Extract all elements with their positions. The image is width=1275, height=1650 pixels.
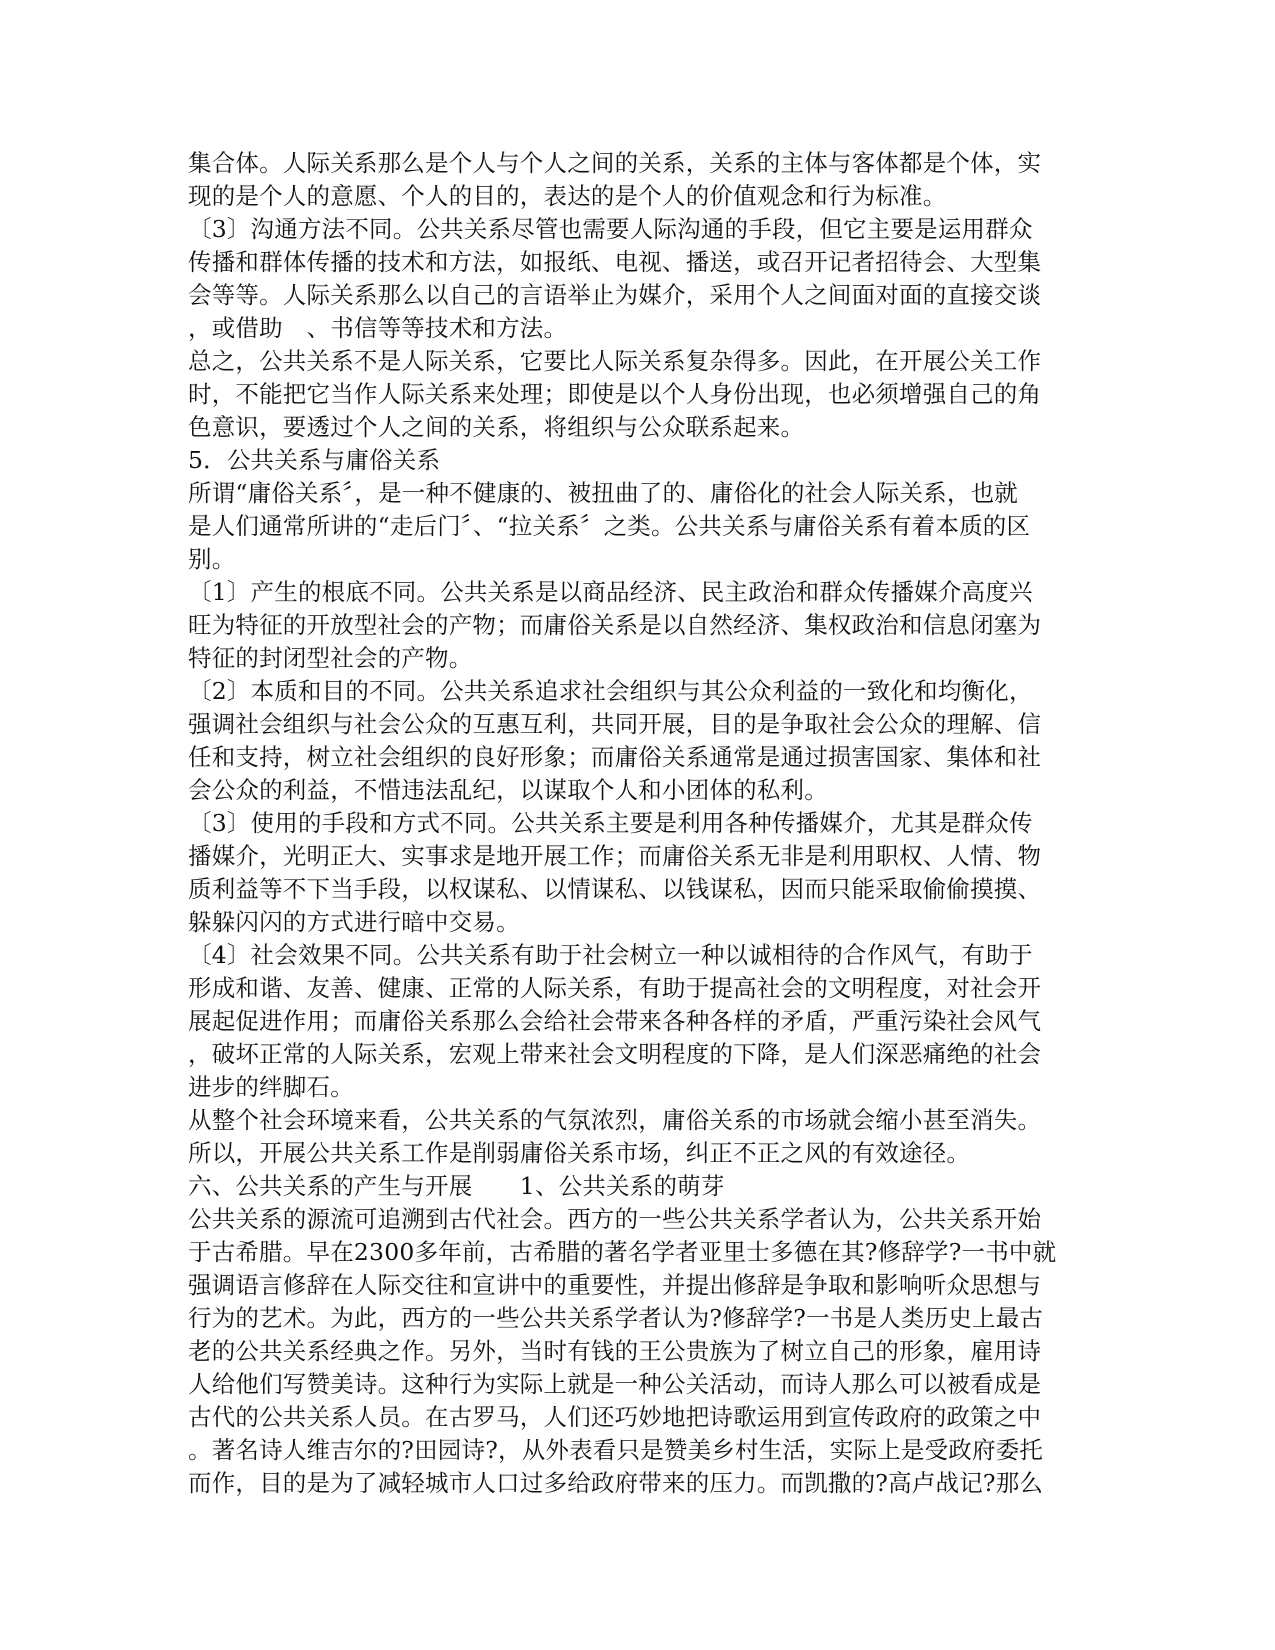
text-line: 公共关系的源流可追溯到古代社会。西方的一些公共关系学者认为，公共关系开始 — [188, 1205, 1042, 1233]
text-line: 会公众的利益，不惜违法乱纪，以谋取个人和小团体的私利。 — [188, 776, 828, 804]
text-line: 〔3〕沟通方法不同。公共关系尽管也需要人际沟通的手段，但它主要是运用群众 — [188, 215, 1033, 243]
text-line: 播媒介，光明正大、实事求是地开展工作；而庸俗关系无非是利用职权、人情、物 — [188, 842, 1042, 870]
text-line: 形成和谐、友善、健康、正常的人际关系，有助于提高社会的文明程度，对社会开 — [188, 974, 1042, 1002]
text-line: 现的是个人的意愿、个人的目的，表达的是个人的价值观念和行为标准。 — [188, 182, 947, 210]
text-line: 传播和群体传播的技术和方法，如报纸、电视、播送，或召开记者招待会、大型集 — [188, 248, 1042, 276]
text-line: 总之，公共关系不是人际关系，它要比人际关系复杂得多。因此，在开展公关工作 — [188, 347, 1042, 375]
text-line: 而作，目的是为了减轻城市人口过多给政府带来的压力。而凯撒的?高卢战记?那么 — [188, 1469, 1044, 1497]
text-line: ，破坏正常的人际关系，宏观上带来社会文明程度的下降，是人们深恶痛绝的社会 — [188, 1040, 1042, 1068]
text-line: 任和支持，树立社会组织的良好形象；而庸俗关系通常是通过损害国家、集体和社 — [188, 743, 1042, 771]
text-line: 所以，开展公共关系工作是削弱庸俗关系市场，纠正不正之风的有效途径。 — [188, 1139, 971, 1167]
text-line: 。著名诗人维吉尔的?田园诗?，从外表看只是赞美乡村生活，实际上是受政府委托 — [188, 1436, 1044, 1464]
text-line: 躲躲闪闪的方式进行暗中交易。 — [188, 908, 520, 936]
text-line: ，或借助 、书信等等技术和方法。 — [188, 314, 568, 342]
text-line: 别。 — [188, 545, 236, 573]
text-line: 〔4〕社会效果不同。公共关系有助于社会树立一种以诚相待的合作风气，有助于 — [188, 941, 1033, 969]
document-body — [188, 147, 1088, 1500]
text-line: 〔2〕本质和目的不同。公共关系追求社会组织与其公众利益的一致化和均衡化， — [188, 677, 1033, 705]
text-line: 从整个社会环境来看，公共关系的气氛浓烈，庸俗关系的市场就会缩小甚至消失。 — [188, 1106, 1042, 1134]
text-line: 强调社会组织与社会公众的互惠互利，共同开展，目的是争取社会公众的理解、信 — [188, 710, 1042, 738]
text-line: 〔3〕使用的手段和方式不同。公共关系主要是利用各种传播媒介，尤其是群众传 — [188, 809, 1033, 837]
text-line: 六、公共关系的产生与开展 1、公共关系的萌芽 — [188, 1172, 725, 1200]
text-line: 人给他们写赞美诗。这种行为实际上就是一种公关活动，而诗人那么可以被看成是 — [188, 1370, 1042, 1398]
text-line: 于古希腊。早在2300多年前，古希腊的著名学者亚里士多德在其?修辞学?一书中就 — [188, 1238, 1057, 1266]
text-line: 会等等。人际关系那么以自己的言语举止为媒介，采用个人之间面对面的直接交谈 — [188, 281, 1042, 309]
text-line: 5．公共关系与庸俗关系 — [188, 446, 441, 474]
text-line: 古代的公共关系人员。在古罗马，人们还巧妙地把诗歌运用到宣传政府的政策之中 — [188, 1403, 1042, 1431]
text-line: 强调语言修辞在人际交往和宣讲中的重要性，并提出修辞是争取和影响听众思想与 — [188, 1271, 1042, 1299]
text-line: 时，不能把它当作人际关系来处理；即使是以个人身份出现，也必须增强自己的角 — [188, 380, 1042, 408]
text-line: 老的公共关系经典之作。另外，当时有钱的王公贵族为了树立自己的形象，雇用诗 — [188, 1337, 1042, 1365]
text-line: 质利益等不下当手段，以权谋私、以情谋私、以钱谋私，因而只能采取偷偷摸摸、 — [188, 875, 1042, 903]
text-line: 色意识，要透过个人之间的关系，将组织与公众联系起来。 — [188, 413, 805, 441]
text-line: 〔1〕产生的根底不同。公共关系是以商品经济、民主政治和群众传播媒介高度兴 — [188, 578, 1033, 606]
text-line: 展起促进作用；而庸俗关系那么会给社会带来各种各样的矛盾，严重污染社会风气 — [188, 1007, 1042, 1035]
text-line: 集合体。人际关系那么是个人与个人之间的关系，关系的主体与客体都是个体，实 — [188, 149, 1042, 177]
text-line: 特征的封闭型社会的产物。 — [188, 644, 473, 672]
text-line: 所谓“庸俗关系〞，是一种不健康的、被扭曲了的、庸俗化的社会人际关系，也就 — [188, 479, 1018, 507]
text-line: 是人们通常所讲的“走后门〞、“拉关系〞之类。公共关系与庸俗关系有着本质的区 — [188, 512, 1031, 540]
text-line: 进步的绊脚石。 — [188, 1073, 354, 1101]
text-line: 旺为特征的开放型社会的产物；而庸俗关系是以自然经济、集权政治和信息闭塞为 — [188, 611, 1042, 639]
text-line: 行为的艺术。为此，西方的一些公共关系学者认为?修辞学?一书是人类历史上最古 — [188, 1304, 1044, 1332]
